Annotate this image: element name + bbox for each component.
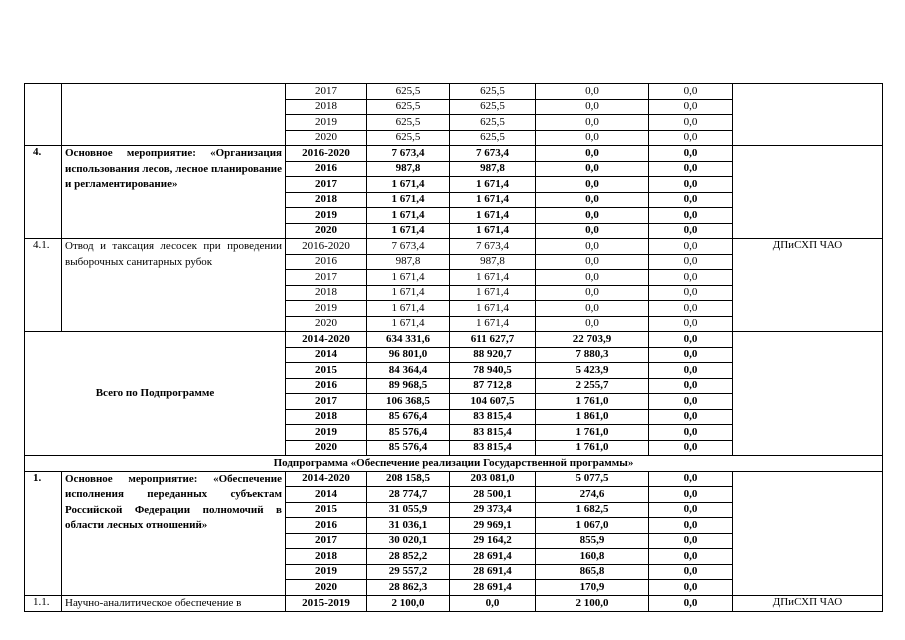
district-budget-cell: 7 673,4 — [450, 239, 536, 255]
federal-budget-cell: 160,8 — [536, 549, 649, 565]
total-cell: 1 671,4 — [367, 177, 450, 193]
executor-cell — [733, 332, 883, 456]
item-number: 1. — [25, 471, 62, 595]
federal-budget-cell: 0,0 — [536, 239, 649, 255]
other-sources-cell: 0,0 — [649, 409, 733, 425]
year-cell: 2014 — [286, 347, 367, 363]
other-sources-cell: 0,0 — [649, 192, 733, 208]
district-budget-cell: 28 691,4 — [450, 580, 536, 596]
federal-budget-cell: 0,0 — [536, 316, 649, 332]
item-number: 4.1. — [25, 239, 62, 332]
item-name: Научно-аналитическое обеспечение в — [62, 595, 286, 612]
year-cell: 2014-2020 — [286, 471, 367, 487]
federal-budget-cell: 5 423,9 — [536, 363, 649, 379]
district-budget-cell: 78 940,5 — [450, 363, 536, 379]
other-sources-cell: 0,0 — [649, 487, 733, 503]
district-budget-cell: 1 671,4 — [450, 177, 536, 193]
other-sources-cell: 0,0 — [649, 316, 733, 332]
year-cell: 2016-2020 — [286, 146, 367, 162]
other-sources-cell: 0,0 — [649, 518, 733, 534]
district-budget-cell: 203 081,0 — [450, 471, 536, 487]
other-sources-cell: 0,0 — [649, 161, 733, 177]
district-budget-cell: 29 373,4 — [450, 502, 536, 518]
year-cell: 2019 — [286, 208, 367, 224]
total-cell: 85 576,4 — [367, 440, 450, 456]
year-cell: 2018 — [286, 409, 367, 425]
district-budget-cell: 7 673,4 — [450, 146, 536, 162]
district-budget-cell: 29 164,2 — [450, 533, 536, 549]
total-cell: 987,8 — [367, 254, 450, 270]
total-cell: 625,5 — [367, 115, 450, 131]
other-sources-cell: 0,0 — [649, 564, 733, 580]
district-budget-cell: 625,5 — [450, 99, 536, 115]
district-budget-cell: 1 671,4 — [450, 301, 536, 317]
year-cell: 2016 — [286, 518, 367, 534]
federal-budget-cell: 7 880,3 — [536, 347, 649, 363]
item-name: Отвод и таксация лесосек при проведении выборочных санитарных рубок — [62, 239, 286, 332]
total-cell: 89 968,5 — [367, 378, 450, 394]
district-budget-cell: 83 815,4 — [450, 440, 536, 456]
federal-budget-cell: 2 255,7 — [536, 378, 649, 394]
total-cell: 85 576,4 — [367, 425, 450, 441]
total-cell: 7 673,4 — [367, 239, 450, 255]
other-sources-cell: 0,0 — [649, 254, 733, 270]
other-sources-cell: 0,0 — [649, 301, 733, 317]
federal-budget-cell: 22 703,9 — [536, 332, 649, 348]
total-cell: 31 036,1 — [367, 518, 450, 534]
table-row — [25, 471, 883, 487]
district-budget-cell: 611 627,7 — [450, 332, 536, 348]
item-number — [25, 84, 62, 146]
total-cell: 208 158,5 — [367, 471, 450, 487]
other-sources-cell: 0,0 — [649, 394, 733, 410]
other-sources-cell: 0,0 — [649, 239, 733, 255]
district-budget-cell: 28 500,1 — [450, 487, 536, 503]
year-cell: 2016-2020 — [286, 239, 367, 255]
total-cell: 1 671,4 — [367, 285, 450, 301]
executor-cell — [733, 471, 883, 595]
other-sources-cell: 0,0 — [649, 146, 733, 162]
total-cell: 625,5 — [367, 99, 450, 115]
federal-budget-cell: 0,0 — [536, 192, 649, 208]
district-budget-cell: 83 815,4 — [450, 425, 536, 441]
district-budget-cell: 1 671,4 — [450, 192, 536, 208]
district-budget-cell: 625,5 — [450, 84, 536, 100]
executor-cell: ДПиСХП ЧАО — [733, 239, 883, 332]
table-row — [25, 146, 883, 162]
item-number: 1.1. — [25, 595, 62, 612]
district-budget-cell: 987,8 — [450, 254, 536, 270]
other-sources-cell: 0,0 — [649, 223, 733, 239]
federal-budget-cell: 1 761,0 — [536, 425, 649, 441]
federal-budget-cell: 1 067,0 — [536, 518, 649, 534]
total-cell: 634 331,6 — [367, 332, 450, 348]
total-cell: 1 671,4 — [367, 301, 450, 317]
year-cell: 2018 — [286, 285, 367, 301]
table-row — [25, 84, 883, 100]
federal-budget-cell: 170,9 — [536, 580, 649, 596]
other-sources-cell: 0,0 — [649, 84, 733, 100]
federal-budget-cell: 855,9 — [536, 533, 649, 549]
district-budget-cell: 1 671,4 — [450, 270, 536, 286]
federal-budget-cell: 1 761,0 — [536, 440, 649, 456]
other-sources-cell: 0,0 — [649, 285, 733, 301]
year-cell: 2014-2020 — [286, 332, 367, 348]
other-sources-cell: 0,0 — [649, 115, 733, 131]
total-cell: 31 055,9 — [367, 502, 450, 518]
district-budget-cell: 29 969,1 — [450, 518, 536, 534]
federal-budget-cell: 0,0 — [536, 285, 649, 301]
federal-budget-cell: 1 861,0 — [536, 409, 649, 425]
year-cell: 2017 — [286, 394, 367, 410]
district-budget-cell: 625,5 — [450, 115, 536, 131]
total-cell: 987,8 — [367, 161, 450, 177]
year-cell: 2016 — [286, 254, 367, 270]
district-budget-cell: 88 920,7 — [450, 347, 536, 363]
year-cell: 2017 — [286, 84, 367, 100]
year-cell: 2016 — [286, 378, 367, 394]
district-budget-cell: 28 691,4 — [450, 564, 536, 580]
other-sources-cell: 0,0 — [649, 347, 733, 363]
other-sources-cell: 0,0 — [649, 130, 733, 146]
year-cell: 2018 — [286, 549, 367, 565]
other-sources-cell: 0,0 — [649, 533, 733, 549]
total-cell: 625,5 — [367, 84, 450, 100]
other-sources-cell: 0,0 — [649, 549, 733, 565]
total-cell: 1 671,4 — [367, 316, 450, 332]
district-budget-cell: 1 671,4 — [450, 316, 536, 332]
federal-budget-cell: 0,0 — [536, 177, 649, 193]
other-sources-cell: 0,0 — [649, 270, 733, 286]
item-name: Основное мероприятие: «Обеспечение исполнения переданных субъектам Российской Федерации полномочий в области лесных отношений» — [62, 471, 286, 595]
other-sources-cell: 0,0 — [649, 99, 733, 115]
district-budget-cell: 625,5 — [450, 130, 536, 146]
year-cell: 2019 — [286, 425, 367, 441]
executor-cell: ДПиСХП ЧАО — [733, 595, 883, 612]
federal-budget-cell: 865,8 — [536, 564, 649, 580]
year-cell: 2017 — [286, 270, 367, 286]
year-cell: 2017 — [286, 533, 367, 549]
budget-table — [24, 83, 883, 612]
federal-budget-cell: 0,0 — [536, 270, 649, 286]
federal-budget-cell: 0,0 — [536, 301, 649, 317]
year-cell: 2015-2019 — [286, 595, 367, 612]
total-cell: 7 673,4 — [367, 146, 450, 162]
other-sources-cell: 0,0 — [649, 440, 733, 456]
year-cell: 2019 — [286, 115, 367, 131]
other-sources-cell: 0,0 — [649, 595, 733, 612]
total-cell: 1 671,4 — [367, 192, 450, 208]
year-cell: 2015 — [286, 502, 367, 518]
district-budget-cell: 1 671,4 — [450, 208, 536, 224]
total-cell: 625,5 — [367, 130, 450, 146]
other-sources-cell: 0,0 — [649, 378, 733, 394]
total-cell: 1 671,4 — [367, 208, 450, 224]
year-cell: 2020 — [286, 223, 367, 239]
other-sources-cell: 0,0 — [649, 363, 733, 379]
executor-cell — [733, 146, 883, 239]
subprogram-heading-row — [25, 456, 883, 472]
federal-budget-cell: 0,0 — [536, 223, 649, 239]
federal-budget-cell: 0,0 — [536, 99, 649, 115]
year-cell: 2018 — [286, 192, 367, 208]
federal-budget-cell: 0,0 — [536, 84, 649, 100]
year-cell: 2016 — [286, 161, 367, 177]
district-budget-cell: 1 671,4 — [450, 285, 536, 301]
total-cell: 96 801,0 — [367, 347, 450, 363]
federal-budget-cell: 0,0 — [536, 146, 649, 162]
total-cell: 1 671,4 — [367, 223, 450, 239]
other-sources-cell: 0,0 — [649, 177, 733, 193]
total-cell: 1 671,4 — [367, 270, 450, 286]
federal-budget-cell: 0,0 — [536, 130, 649, 146]
year-cell: 2014 — [286, 487, 367, 503]
other-sources-cell: 0,0 — [649, 208, 733, 224]
district-budget-cell: 87 712,8 — [450, 378, 536, 394]
item-name — [62, 84, 286, 146]
table-row — [25, 595, 883, 612]
subprogram-heading: Подпрограмма «Обеспечение реализации Государственной программы» — [25, 456, 883, 472]
total-cell: 30 020,1 — [367, 533, 450, 549]
district-budget-cell: 987,8 — [450, 161, 536, 177]
year-cell: 2020 — [286, 316, 367, 332]
year-cell: 2018 — [286, 99, 367, 115]
subprogram-total-label: Всего по Подпрограмме — [25, 332, 286, 456]
year-cell: 2015 — [286, 363, 367, 379]
district-budget-cell: 1 671,4 — [450, 223, 536, 239]
district-budget-cell: 0,0 — [450, 595, 536, 612]
year-cell: 2020 — [286, 580, 367, 596]
total-cell: 28 774,7 — [367, 487, 450, 503]
district-budget-cell: 104 607,5 — [450, 394, 536, 410]
total-cell: 106 368,5 — [367, 394, 450, 410]
year-cell: 2017 — [286, 177, 367, 193]
table-row — [25, 239, 883, 255]
federal-budget-cell: 274,6 — [536, 487, 649, 503]
federal-budget-cell: 5 077,5 — [536, 471, 649, 487]
other-sources-cell: 0,0 — [649, 425, 733, 441]
federal-budget-cell: 0,0 — [536, 208, 649, 224]
other-sources-cell: 0,0 — [649, 471, 733, 487]
total-cell: 2 100,0 — [367, 595, 450, 612]
other-sources-cell: 0,0 — [649, 502, 733, 518]
item-name: Основное мероприятие: «Организация использования лесов, лесное планирование и регламентирование» — [62, 146, 286, 239]
total-cell: 28 852,2 — [367, 549, 450, 565]
other-sources-cell: 0,0 — [649, 332, 733, 348]
total-cell: 28 862,3 — [367, 580, 450, 596]
table-row — [25, 332, 883, 348]
district-budget-cell: 28 691,4 — [450, 549, 536, 565]
federal-budget-cell: 0,0 — [536, 254, 649, 270]
year-cell: 2020 — [286, 440, 367, 456]
district-budget-cell: 83 815,4 — [450, 409, 536, 425]
other-sources-cell: 0,0 — [649, 580, 733, 596]
federal-budget-cell: 0,0 — [536, 115, 649, 131]
executor-cell — [733, 84, 883, 146]
item-number: 4. — [25, 146, 62, 239]
federal-budget-cell: 1 761,0 — [536, 394, 649, 410]
year-cell: 2019 — [286, 564, 367, 580]
year-cell: 2020 — [286, 130, 367, 146]
federal-budget-cell: 0,0 — [536, 161, 649, 177]
total-cell: 29 557,2 — [367, 564, 450, 580]
total-cell: 85 676,4 — [367, 409, 450, 425]
year-cell: 2019 — [286, 301, 367, 317]
federal-budget-cell: 1 682,5 — [536, 502, 649, 518]
total-cell: 84 364,4 — [367, 363, 450, 379]
federal-budget-cell: 2 100,0 — [536, 595, 649, 612]
